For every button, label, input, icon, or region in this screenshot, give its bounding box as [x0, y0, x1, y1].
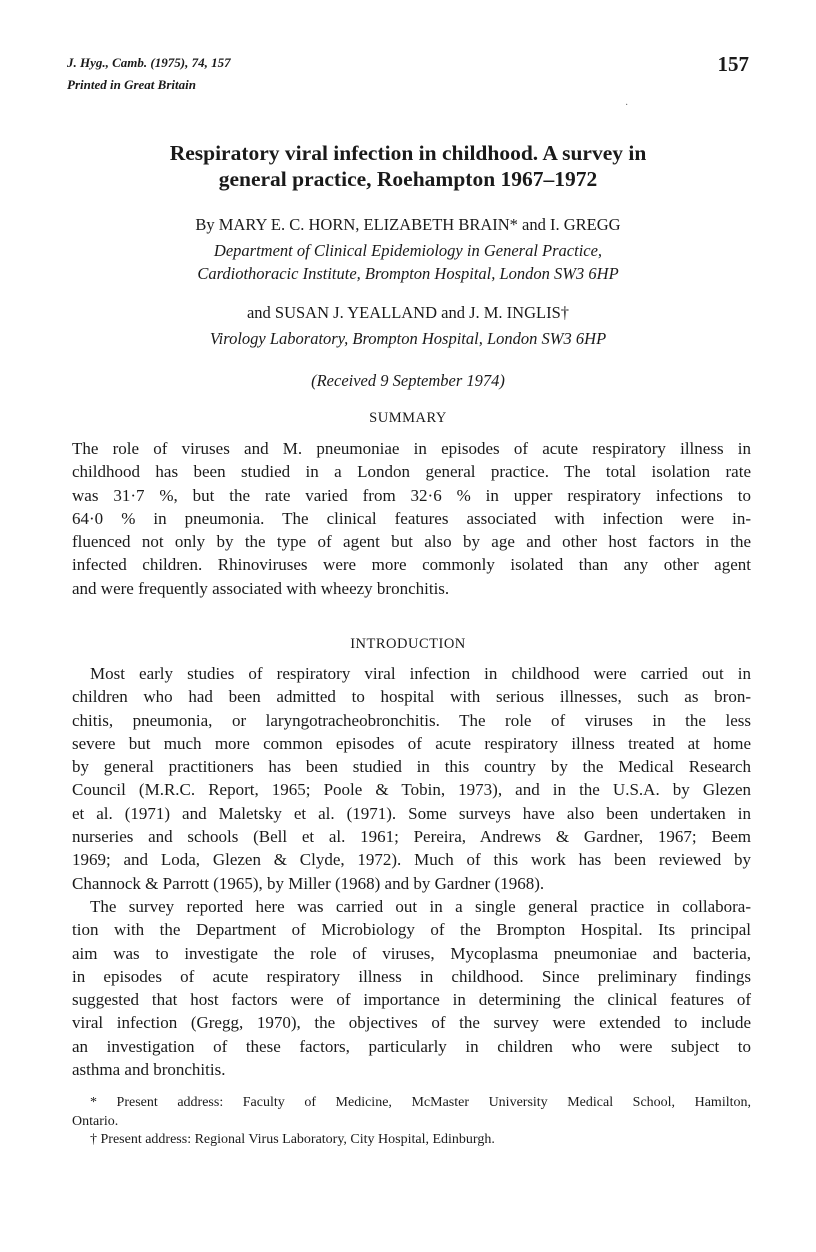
page-number: 157	[717, 52, 749, 76]
affiliation-1-line-2: Cardiothoracic Institute, Brompton Hospital, London SW3 6HP	[197, 264, 619, 283]
title-line-1: Respiratory viral infection in childhood. A survey in	[169, 141, 647, 165]
summary-line: was 31·7 %, but the rate varied from 32·6 % in upper respiratory infections to	[72, 485, 751, 505]
intro-line: The survey reported here was carried out in a single general practice in collabora-	[90, 897, 751, 916]
authors-line-2: and SUSAN J. YEALLAND and J. M. INGLIS†	[246, 303, 570, 322]
summary-paragraph	[72, 437, 751, 600]
intro-line: Council (M.R.C. Report, 1965; Poole & Tobin, 1973), and in the U.S.A. by Glezen	[72, 780, 751, 800]
intro-line: severe but much more common episodes of acute respiratory illness treated at home	[72, 733, 751, 753]
summary-line: childhood has been studied in a London general practice. The total isolation rate	[72, 462, 751, 482]
introduction-paragraph-1	[72, 662, 751, 895]
summary-line: 64·0 % in pneumonia. The clinical features associated with infection were in-	[72, 508, 751, 528]
intro-line: an investigation of these factors, particularly in children who were subject to	[72, 1036, 751, 1056]
running-header-journal: J. Hyg., Camb. (1975), 74, 157	[67, 55, 231, 70]
running-header-printed: Printed in Great Britain	[67, 77, 196, 92]
intro-line: in episodes of acute respiratory illness in childhood. Since preliminary findings	[72, 966, 751, 986]
footnote-1	[72, 1094, 751, 1131]
intro-line: aim was to investigate the role of viruses, Mycoplasma pneumoniae and bacteria,	[72, 943, 751, 963]
title-line-2: general practice, Roehampton 1967–1972	[218, 167, 598, 191]
introduction-paragraph-2	[72, 895, 751, 1081]
summary-line: The role of viruses and M. pneumoniae in episodes of acute respiratory illness in	[72, 439, 751, 458]
affiliation-2: Virology Laboratory, Brompton Hospital, London SW3 6HP	[209, 329, 607, 348]
article-title	[67, 140, 749, 192]
footnote-1-line-2: Ontario.	[72, 1113, 119, 1129]
summary-line: infected children. Rhinoviruses were more commonly isolated than any other agent	[72, 555, 751, 575]
summary-line: fluenced not only by the type of agent but also by age and other host factors in the	[72, 532, 751, 552]
intro-line: children who had been admitted to hospital with serious illnesses, such as bron-	[72, 687, 751, 707]
summary-heading: SUMMARY	[369, 410, 447, 426]
intro-line: tion with the Department of Microbiology of the Brompton Hospital. Its principal	[72, 920, 751, 940]
introduction-heading: INTRODUCTION	[350, 636, 466, 652]
summary-line: and were frequently associated with wheezy bronchitis.	[72, 578, 450, 598]
footnote-1-line-1: * Present address: Faculty of Medicine, McMaster University Medical School, Hamilton,	[90, 1095, 751, 1110]
affiliation-1-line-1: Department of Clinical Epidemiology in General Practice,	[213, 241, 603, 260]
intro-line: Most early studies of respiratory viral infection in childhood were carried out in	[90, 664, 751, 683]
intro-line: nurseries and schools (Bell et al. 1961; Pereira, Andrews & Gardner, 1967; Beem	[72, 827, 751, 847]
intro-line: by general practitioners has been studied in this country by the Medical Research	[72, 757, 751, 777]
intro-line: viral infection (Gregg, 1970), the objectives of the survey were extended to include	[72, 1013, 751, 1033]
intro-line: asthma and bronchitis.	[72, 1060, 226, 1080]
intro-line: suggested that host factors were of importance in determining the clinical features of	[72, 990, 751, 1010]
intro-line: chitis, pneumonia, or laryngotracheobronchitis. The role of viruses in the less	[72, 710, 751, 730]
footnote-2: † Present address: Regional Virus Laboratory, City Hospital, Edinburgh.	[90, 1132, 495, 1147]
authors-line-1: By MARY E. C. HORN, ELIZABETH BRAIN* and I. GREGG	[195, 215, 621, 234]
intro-line: Channock & Parrott (1965), by Miller (1968) and by Gardner (1968).	[72, 873, 545, 893]
intro-line: et al. (1971) and Maletsky et al. (1971). Some surveys have also been undertaken in	[72, 803, 751, 823]
page-mark: ·	[625, 100, 629, 111]
received-date: (Received 9 September 1974)	[311, 371, 505, 390]
intro-line: 1969; and Loda, Glezen & Clyde, 1972). Much of this work has been reviewed by	[72, 850, 751, 870]
